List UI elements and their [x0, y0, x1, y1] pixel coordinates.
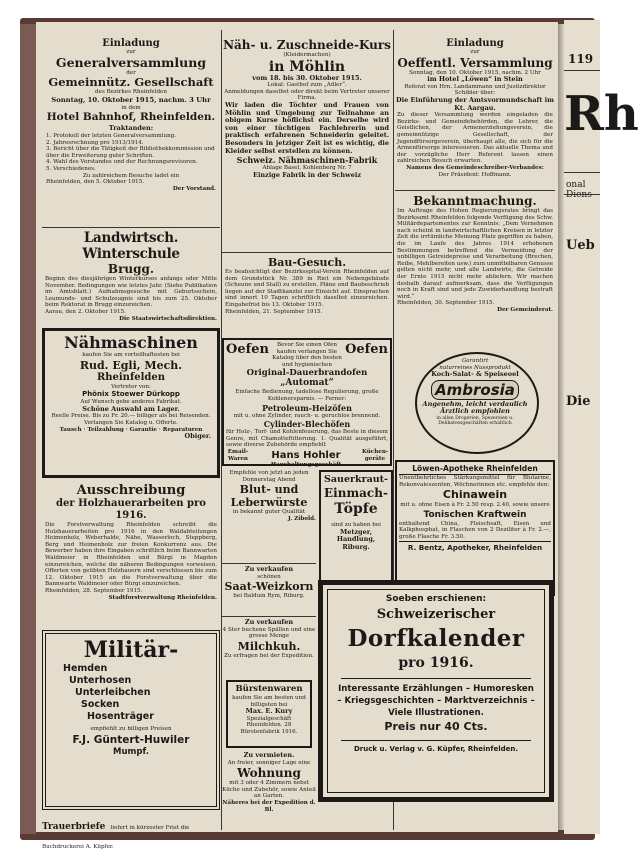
ad-place-date: Rheinfelden, den 5. Oktober 1915.: [46, 179, 145, 186]
ad-text: Näheres bei der Expedition d. Bl.: [222, 799, 316, 813]
ad-wood-tender: [42, 483, 220, 628]
ad-title: Bekanntmachung.: [413, 194, 537, 208]
ad-title: Sauerkraut-: [324, 474, 388, 485]
ad-text: Tausch · Teilzahlung · Garantie · Reparaturen: [59, 426, 203, 433]
column-1: [42, 28, 220, 850]
ad-title: Gemeinnütz. Gesellschaft: [48, 75, 214, 90]
ad-title: Einmach-: [324, 486, 388, 500]
ad-place-date: Rheinfelden, 21. September 1915.: [225, 308, 323, 315]
ad-text: zur: [126, 49, 136, 55]
ad-price: Preis nur 40 Cts.: [384, 720, 488, 733]
ad-pharmacy: [395, 460, 555, 596]
ad-text: empfiehlt zu billigen Preisen: [90, 726, 172, 732]
rule: [341, 740, 531, 741]
ad-text: schönen: [257, 573, 281, 580]
rule: [222, 616, 316, 617]
ad-title: Bau-Gesuch.: [267, 256, 347, 269]
ad-town: Brugg.: [107, 262, 155, 276]
ad-text: enthaltend China, Fleischsaft, Eisen und Kalkphosphat, in Flaschen von 2 Deziliter à Fr. 2.—, große Flasche Fr. 3.50.: [399, 520, 551, 540]
ad-text: Zu verkaufen: [244, 618, 294, 626]
stove-left-label: Oefen: [226, 342, 269, 357]
ad-stoves: [222, 338, 392, 469]
masthead-fragment: Rh: [564, 86, 639, 142]
ad-signature: Obiger.: [184, 432, 211, 441]
agenda-item: 2. Jahresrechnung pro 1913/1914.: [46, 139, 144, 146]
ad-text: Soeben erschienen:: [385, 594, 487, 604]
ad-text: Auf Wunsch gebe anderes Fabrikat.: [80, 399, 182, 406]
stove-header: [226, 342, 388, 368]
ad-title: Landwirtsch. Winterschule: [82, 230, 180, 262]
stove-footer: [226, 449, 388, 462]
ad-text: 4 Ster buchene Spällen und eine grosse Menge: [222, 626, 316, 640]
ad-title: Leberwürste: [230, 496, 308, 510]
ad-motto: Einzige Fabrik in der Schweiz: [252, 170, 362, 179]
ad-product: Chinawein: [442, 488, 508, 502]
ad-text: Unentbehrliches Stärkungsmittel für Blutarme, Rekonvaleszenten, Wöchnerinnen etc. empfehle den:: [399, 475, 551, 488]
ad-title: Bürstenwaren: [235, 684, 303, 694]
ad-text: Einfache Bedienung, tadellose Regulierung, große Kohlenersparnis. — Ferner:: [235, 389, 379, 402]
ad-heading: Einladung: [102, 38, 160, 49]
ad-text: Schöne Auswahl am Lager.: [82, 404, 180, 413]
ad-text: Referat von Hrn. Landammann und Justizdirektor Schibler über:: [404, 83, 546, 97]
ad-title: Dorfkalender: [347, 625, 525, 652]
ad-signature: Der Präsident: Hoffmann.: [438, 171, 512, 178]
ad-signature: R. Bentz, Apotheker, Rheinfelden: [399, 541, 551, 553]
ad-text: Anmeldungen daselbst oder direkt beim Vertreter unserer Firma.: [224, 88, 390, 102]
ad-text: Spezialgeschäft Rheinfelden. 28 Bürstenfabrik 1916.: [240, 715, 298, 735]
ad-place-date: Rheinfelden, 28. September 1915.: [45, 587, 143, 594]
ad-text: kaufen Sie am vorteilhaftesten bei: [82, 352, 180, 358]
ad-text: Es beabsichtigt der Bezirksspital-Verein Rheinfelden auf dem Grundstück Nr. 389 in Riet ein Nebengebäude (Scheune und Stall) zu erstellen. Pläne und Baubeschrieb liegen auf der Stadtkanzlei zur Einsicht auf. Einsprachen sind innert 10 Tagen schriftlich daselbst einzureichen. Eingabefrist bis 13. Oktober 1915.: [225, 269, 389, 308]
clothing-list: [49, 663, 213, 723]
ad-text: naturreines Nussprodukt: [439, 364, 511, 371]
ad-text: des Bezirkes Rheinfelden: [95, 89, 167, 96]
ad-title: Nähmaschinen: [64, 333, 198, 352]
rule: [42, 227, 220, 228]
ad-title: Töpfe: [334, 501, 378, 517]
right-page-edge: [564, 20, 639, 834]
ad-text: kaufen Sie am besten und billigsten bei: [232, 695, 306, 708]
page-number: 119: [568, 52, 594, 66]
ad-text: in bekannt guter Qualität: [232, 509, 306, 516]
ad-brushes: [226, 680, 312, 748]
ad-title: Näh- u. Zuschneide-Kurs: [223, 38, 391, 52]
ad-signature: Namens des Gemeindeschreiber-Verbandes:: [406, 164, 544, 171]
ad-text: Koch-Salat- & Speiseoel: [431, 370, 519, 379]
rule: [222, 563, 316, 564]
ad-text: Zu dieser Versammlung werden eingeladen die Bezirks- und Gemeindebehörden, die Lehrer, die Geistlichen, der Armenerziehungsverein, die gemeinnützige Gesellschaft, der Jugendfürsorgeverein, überhaupt alle, die sich für die Armenfürsorge interessieren. Das aktuelle Thema und der vorzügliche Herr Referent lassen einen zahlreichen Besuch erwarten.: [397, 112, 553, 165]
ad-text: Vertreter von:: [111, 383, 151, 390]
ad-text: An freier, sonniger Lage eine: [227, 759, 311, 766]
ad-text: Beginn des diesjährigen Winterkurses anfangs oder Mitte November. Bedingungen wie letztes Jahr. (Siehe Publikation im Amtsblatt.) Aufnahmsgesuche mit Geburtsschein, Leumunds- und Schulzeugnis sind bis zum 25. Oktober beim Rektorat in Brugg einzureichen.: [45, 276, 217, 309]
ad-sausages: [222, 470, 316, 562]
ad-text: Zu verkaufen: [244, 565, 294, 573]
ad-text: Zu erfragen bei der Expedition.: [224, 652, 314, 659]
ad-signature: J. Zibold.: [288, 515, 316, 522]
ad-sewing-machines: [42, 328, 220, 478]
ad-text: in dem: [121, 104, 141, 111]
ad-title: Generalversammlung: [55, 54, 207, 70]
ad-signature: Stadtforstverwaltung Rheinfelden.: [108, 594, 217, 601]
ad-text: der: [126, 69, 136, 76]
rule: [564, 172, 600, 173]
ad-text: Interessante Erzählungen – Humoresken – Kriegsgeschichten – Marktverzeichnis – Viele Illustrationen.: [337, 684, 535, 718]
ad-merchant: Metzger, Handlung, Riburg.: [336, 527, 376, 551]
ad-ambrosia-oil: [395, 350, 555, 454]
rule: [341, 678, 531, 679]
ad-tag: Küchen-geräte: [361, 448, 389, 462]
clothing-item: Unterleibchen: [75, 687, 151, 698]
rule: [564, 70, 600, 71]
ad-title: Ausschreibung: [76, 483, 186, 498]
ad-tag: Email-Waren: [227, 448, 249, 462]
ad-text: Haushaltungsgeschäft.: [270, 462, 344, 469]
ad-sauerkraut-pots: [319, 470, 393, 596]
ad-text: für Holz-, Torf- und Kohlenfeuerung, das Beste in diesem Genre, mit Chamottefütterung. 1. Qualität ausgeführt, sowie diverse Zubehörde empfiehlt: [226, 429, 388, 449]
ad-subheading: Traktanden:: [108, 124, 154, 133]
ad-model: „Automat“: [280, 378, 334, 389]
agenda-item: 4. Wahl des Vorstandes und der Rechnungsrevisoren.: [46, 159, 198, 166]
ad-text: Die Forstverwaltung Rheinfelden schreibt die Holzhauerarbeiten pro 1916 in den Waldabteilungen Heimenholz, Weberhalde, Nähe, Wasserloch, Steppberg, Berg und Heimenholz zur freien Konkurrenz aus. Die Bewerber haben ihre Eingaben schriftlich beim Bannwarten Waldmeier in Rheinfelden und Bürgi in Magden einzureichen, welche die näheren Bedingungen vorweisen. Offerten von geübten Holzhauern sind verschlossen bis zum 12. Oktober 1915 an die Forstverwaltung über die Bannwarte Waldmeier oder Bürgi einzureichen.: [45, 522, 217, 588]
ad-text: Empfehle von jetzt an jeden Donnerstag Abend: [229, 470, 309, 483]
ad-village-calendar: [318, 580, 554, 802]
ad-text: Angenehm, leicht verdaulich: [422, 399, 528, 408]
ad-military-clothing: [42, 630, 220, 810]
ad-text: liefert in kürzester Frist die Buchdruckerei A. Küpfer.: [42, 825, 190, 850]
ad-announcement: [395, 194, 555, 346]
ad-title: Original-Dauerbrandofen: [246, 368, 368, 379]
ad-brands: Phönix Stoewer Dürkopp: [82, 390, 180, 399]
ad-text: bei Balduin Rym, Riburg.: [233, 593, 305, 600]
ad-merchant: Rud. Egli, Mech.: [79, 358, 183, 372]
ad-venue: im Hotel „Löwen“ in Stein: [427, 75, 523, 84]
ad-text: mit 3 oder 4 Zimmern nebst Küche und Zubehör, sowie Anteil an Garten.: [222, 780, 316, 800]
rule: [222, 252, 392, 253]
ad-title: Saat-Weizkorn: [224, 580, 314, 594]
ad-place-date: Aarau, den 2. Oktober 1915.: [45, 308, 126, 315]
ad-text: Ärztlich empfohlen: [440, 407, 510, 416]
ad-merchant: F.J. Güntert-Huwiler: [72, 733, 190, 746]
ad-text: Bevor Sie einen Ofen kaufen verlangen Sie Katalog über den besten und hygienischen: [272, 342, 342, 368]
ambrosia-content: [395, 350, 555, 427]
rule: [564, 194, 600, 195]
ad-place-date: Rheinfelden, 30. September 1915.: [397, 300, 495, 307]
ad-text: Im Auftrage des Hohen Regierungsrates bringt das Bezirksamt Rheinfelden folgende Verfügung des Schw. Militärdepartementes zur Kenntnis: „Dem Vernehmen nach scheint in landwirtschaftlichen Kreisen in letzter Zeit die irrtümliche Meinung Platz gegriffen zu haben, die im Laufe des Jahres 1914 erhobenen Bestimmungen betreffend die Vermeidung der unbilligen Getreidepreise und Verarbeitung (Brechen, Reibe, Mehlbereiten usw.) zum unmittelbaren Genusse gelten nicht mehr, und alle Landwirte, die Getreide der Ernte 1915 nicht mehr abliefern. Wir machen deshalb darauf aufmerksam, dass die Verfügungen noch in Kraft sind und jede Zuwiderhandlung bestraft wird.“: [397, 208, 553, 300]
clothing-item: Unterhosen: [69, 675, 132, 686]
ad-winter-school: [42, 230, 220, 330]
clothing-item: Hosenträger: [87, 711, 154, 722]
dateline-fragment: onal Diens: [566, 180, 592, 200]
clothing-item: Socken: [81, 699, 120, 710]
ad-merchant: Hans Hohler: [271, 450, 341, 462]
ad-item: Cylinder-Blechöfen: [263, 419, 351, 430]
ad-text: Zu vermieten.: [243, 751, 295, 759]
ad-signature: Der Gemeinderat.: [497, 306, 553, 313]
ad-text: Zu zahlreichem Besuche ladet ein: [82, 172, 180, 179]
heading-fragment: Die: [566, 394, 591, 409]
agenda-item: 5. Verschiedenes.: [46, 165, 96, 172]
ad-title: Militär-: [83, 637, 179, 663]
ad-topic: Die Einführung der Amtsvormundschaft im Kt. Aargau.: [396, 95, 554, 112]
ad-text: mit u. ohne Zylinder, rauch- u. geruchlos brennend.: [233, 412, 381, 419]
ad-signature: Die Staatswirtschaftsdirektion.: [119, 315, 217, 322]
ad-year: pro 1916.: [398, 655, 474, 671]
ad-text: Garantirt: [461, 358, 489, 364]
ad-title: Milchkuh.: [237, 639, 301, 653]
ad-text: mit u. ohne Eisen à Fr. 2.50 resp. 2.40, sowie unsere: [400, 502, 550, 509]
ad-building-request: [222, 256, 392, 334]
agenda-item: 3. Bericht über die Tätigkeit der Bibliothekkommission und über die Erweiterung guter Schriften.: [46, 146, 215, 159]
clothing-item: Hemden: [63, 663, 108, 674]
ad-text: (Kleidermachen): [283, 52, 331, 58]
ad-item: Petroleum-Heizöfen: [262, 402, 352, 413]
ad-title: Wohnung: [237, 766, 301, 781]
ad-brand: Ambrosia: [431, 380, 519, 400]
ad-title: Löwen-Apotheke Rheinfelden: [399, 464, 551, 475]
stove-right-label: Oefen: [345, 342, 388, 357]
ad-text: Lokal: Gasthof zum „Adler“.: [267, 82, 347, 89]
ad-public-meeting: [395, 38, 555, 188]
ad-text: Wir laden die Töchter und Frauen von Möhlin und Umgebung zur Teilnahme an obigem Kurse höflichst ein. Derselbe wird von einer tüchtigen Fachlehrerin und praktisch erfahrenen Schneiderin geleitet. Besonders in jetziger Zeit ist es wichtig, die Kleider selbst erstellen zu können.: [225, 100, 389, 155]
ad-text: Ablage Basel, Kohlenberg Nr. 7: [262, 165, 352, 172]
ad-apartment: [222, 752, 316, 832]
ad-heading: Einladung: [446, 38, 504, 49]
ad-date: vom 18. bis 30. Oktober 1915.: [252, 73, 362, 82]
ad-town: in Möhlin: [268, 58, 346, 75]
ad-merchant: Max. E. Kury: [245, 707, 293, 716]
ad-general-assembly: [42, 38, 220, 224]
ad-text: Reelle Preise. Bis zu Fr. 20.— billiger als bei Reisenden. Verlangen Sie Katalog u. Offerte.: [51, 413, 211, 426]
agenda-list: [42, 133, 220, 173]
ad-title: Blut- und: [239, 483, 299, 497]
ad-company: Schweiz. Nähmaschinen-Fabrik: [236, 155, 378, 166]
ad-subtitle: der Holzhauerarbeiten pro 1916.: [56, 498, 206, 521]
agenda-item: 1. Protokoll der letzten Generalversammlung.: [46, 132, 177, 139]
ad-mourning-letters: [42, 814, 220, 850]
book-spine: [20, 24, 36, 834]
ad-title: Oeffentl. Versammlung: [397, 55, 553, 70]
ad-venue: Hotel Bahnhof, Rheinfelden.: [46, 111, 216, 124]
ad-publisher: Druck u. Verlag v. G. Küpfer, Rheinfelden.: [353, 745, 518, 753]
ad-date: Sonntag, 10. Oktober 1915, nachm. 3 Uhr: [51, 95, 211, 104]
ad-town: Mumpf.: [113, 746, 149, 757]
ad-milk-cow: [222, 619, 316, 675]
ad-text: sind zu haben bei: [331, 522, 381, 528]
ad-text: in allen Drogerien, Spezereien u. Delikatessgeschäften erhältlich: [436, 415, 514, 427]
ad-sewing-course: [222, 38, 392, 250]
ad-date: Sonntag, den 10. Oktober 1915, nachm. 2 Uhr: [409, 69, 541, 76]
rule: [395, 190, 555, 191]
ad-signature: Der Vorstand.: [172, 185, 216, 192]
ad-town: Rheinfelden: [96, 371, 166, 383]
calendar-inner-frame: [327, 589, 545, 793]
ad-seed-wheat: [222, 566, 316, 614]
ad-product: Tonischen Kraftwein: [423, 509, 527, 520]
ad-text: zur: [470, 49, 480, 55]
heading-fragment: Ueb: [566, 238, 595, 253]
ad-title: Trauerbriefe: [42, 822, 106, 832]
ad-subtitle: Schweizerischer: [376, 607, 496, 622]
